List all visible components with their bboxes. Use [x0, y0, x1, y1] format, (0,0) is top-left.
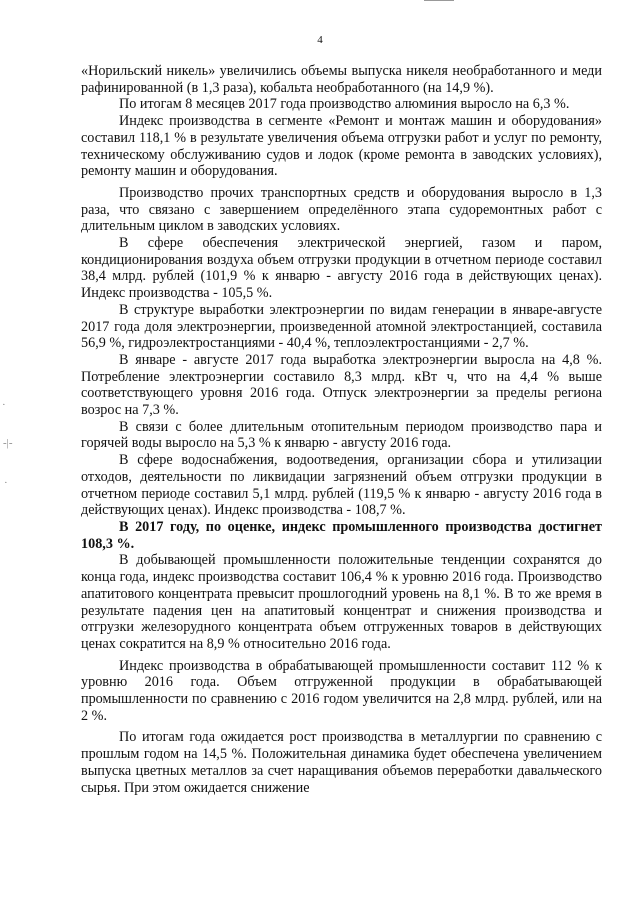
- paragraph: «Норильский никель» увеличились объемы выпуска никеля необработанного и меди рафинированной (в 1,3 раза), кобальта необработанного (на 14,9 %).: [81, 63, 602, 96]
- paragraph: Индекс производства в сегменте «Ремонт и монтаж машин и оборудования» составил 118,1 % в результате увеличения объема отгрузки работ и услуг по ремонту, техническому обслуживанию судов и лодок (кроме ремонта в заводских условиях), ремонту машин и оборудования.: [81, 113, 602, 180]
- paragraph: В связи с более длительным отопительным периодом производство пара и горячей воды выросло на 5,3 % к январю - августу 2016 года.: [81, 418, 602, 452]
- paragraph: В добывающей промышленности положительные тенденции сохранятся до конца года, индекс производства составит 106,4 % к уровню 2016 года. Производство апатитового концентрата превысит прошлогодний уровень на 8,1 %. В то же время в результате падения цен на апатитовый концентрат и снижения производства и отгрузки железорудного концентрата объем отгруженных товаров в действующих ценах сократится на 8,9 % относительно 2016 года.: [81, 552, 602, 652]
- paragraph: В январе - августе 2017 года выработка электроэнергии выросла на 4,8 %. Потребление электроэнергии составило 8,3 млрд. кВт ч, что на 4,4 % выше соответствующего уровня 2016 года. Отпуск электроэнергии за пределы региона возрос на 7,3 %.: [81, 351, 602, 419]
- margin-mark: ·: [2, 399, 6, 411]
- paragraph: Производство прочих транспортных средств и оборудования выросло в 1,3 раза, что связано с завершением определённого этапа судоремонтных работ с длительным циклом в заводских условиях.: [81, 184, 602, 235]
- paragraph: В структуре выработки электроэнергии по видам генерации в январе-августе 2017 года доля электроэнергии, произведенной атомной электростанцией, составила 56,9 %, гидроэлектростанциями - 40,4 %, теплоэлектростанциями - 2,7 %.: [81, 301, 602, 352]
- paragraph: В сфере обеспечения электрической энергией, газом и паром, кондиционирования воздуха объем отгрузки продукции в отчетном периоде составил 38,4 млрд. рублей (101,9 % к январю - августу 2016 года в действующих ценах). Индекс производства - 105,5 %.: [81, 235, 602, 302]
- paragraph: Индекс производства в обрабатывающей промышленности составит 112 % к уровню 2016 года. Объем отгруженной продукции в обрабатывающей промышленности по сравнению с 2016 годом увеличится на 2,8 млрд. рублей, или на 2 %.: [81, 657, 602, 724]
- paragraph: По итогам 8 месяцев 2017 года производство алюминия выросло на 6,3 %.: [119, 96, 570, 113]
- top-rule: [424, 0, 454, 1]
- paragraph: В сфере водоснабжения, водоотведения, организации сбора и утилизации отходов, деятельности по ликвидации загрязнений объем отгрузки продукции в отчетном периоде составил 5,1 млрд. рублей (119,5 % к январю - августу 2016 года в действующих ценах). Индекс производства - 108,7 %.: [81, 452, 602, 519]
- margin-mark: -|-: [3, 437, 13, 449]
- body-text: [81, 63, 602, 796]
- margin-mark: ·: [4, 477, 8, 489]
- page-number: 4: [317, 34, 323, 46]
- paragraph: По итогам года ожидается рост производства в металлургии по сравнению с прошлым годом на 14,5 %. Положительная динамика будет обеспечена увеличением выпуска цветных металлов за счет наращивания объемов переработки давальческого сырья. При этом ожидается снижение: [81, 729, 602, 796]
- paragraph-bold: В 2017 году, по оценке, индекс промышленного производства достигнет 108,3 %.: [81, 518, 602, 552]
